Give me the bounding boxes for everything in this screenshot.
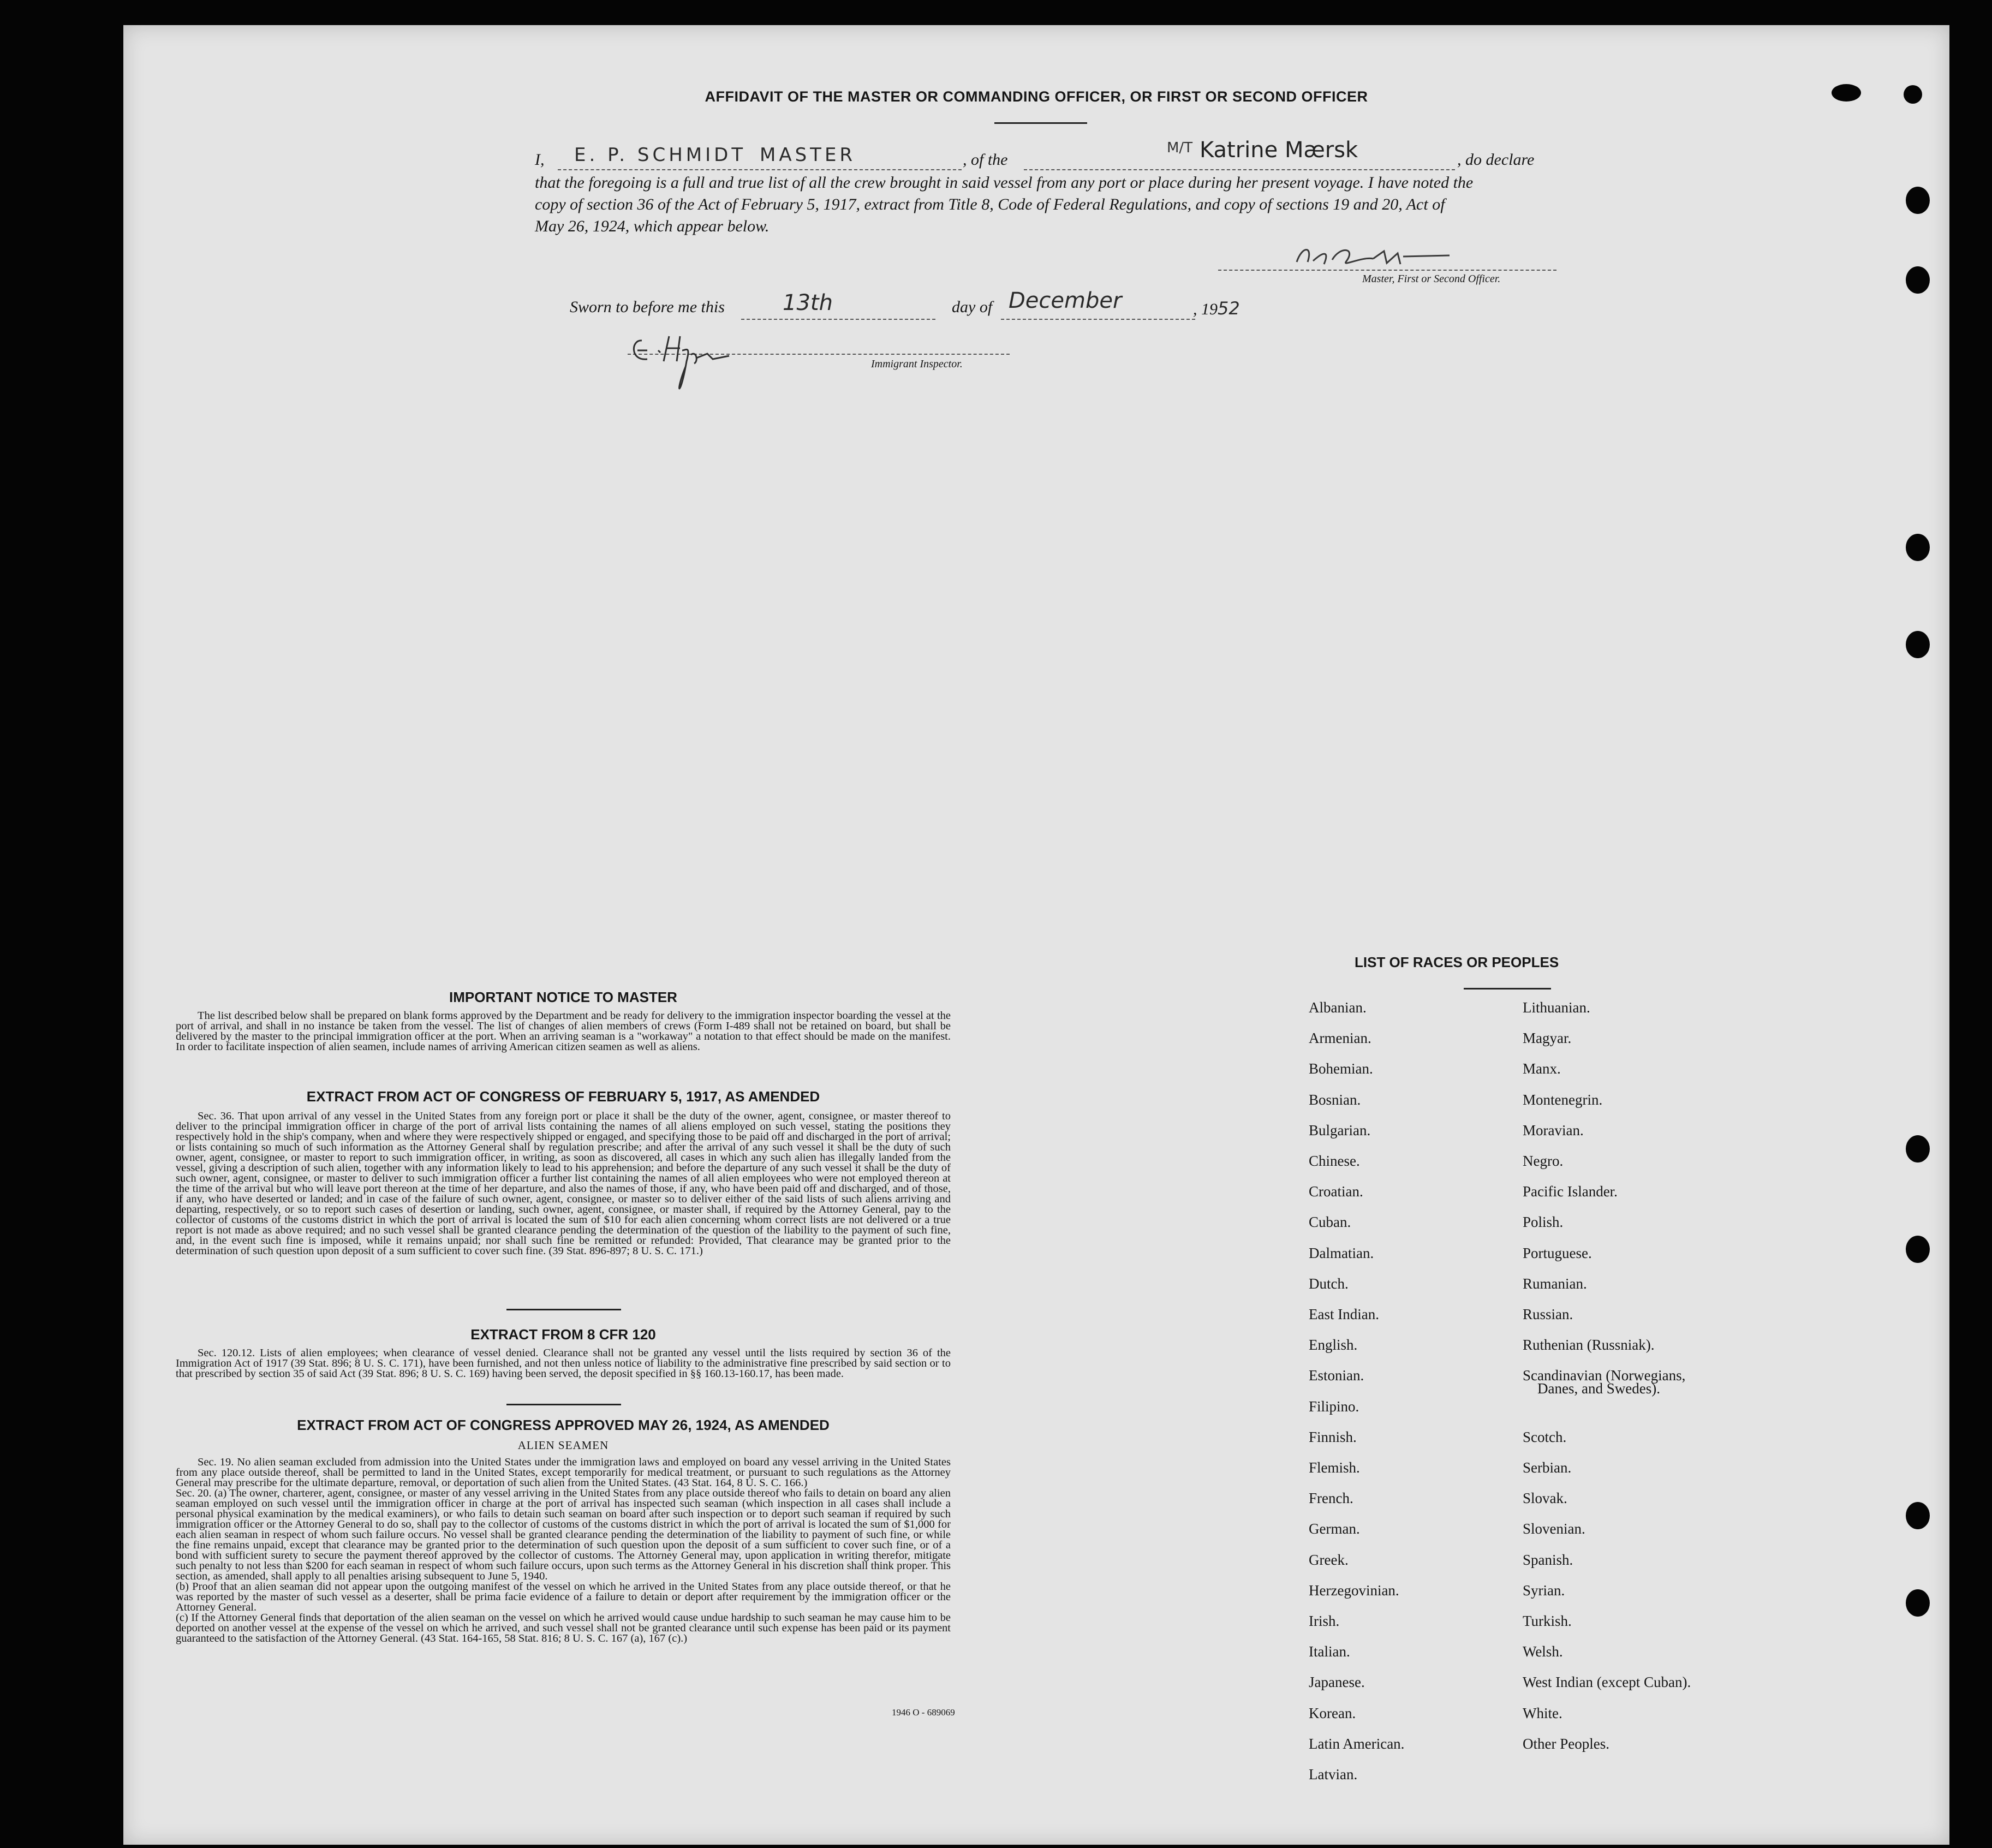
vessel-field (1024, 138, 1455, 170)
year-suffix: 52 (1218, 298, 1240, 319)
race-item: East Indian. (1309, 1306, 1379, 1322)
inspector-caption: Immigrant Inspector. (871, 358, 963, 370)
signature-scrawl-icon (1291, 240, 1455, 273)
cfr-title: EXTRACT FROM 8 CFR 120 (470, 1326, 656, 1343)
race-item: French. (1309, 1490, 1353, 1507)
inspector-signature (625, 329, 800, 400)
race-item: Magyar. (1523, 1030, 1572, 1047)
race-item: Filipino. (1309, 1398, 1359, 1415)
race-item: Albanian. (1309, 999, 1367, 1016)
race-item: Polish. (1523, 1214, 1564, 1231)
race-item: Dalmatian. (1309, 1244, 1374, 1261)
i-label: I, (535, 151, 545, 169)
punch-hole (1906, 187, 1930, 214)
master-name-field (558, 144, 962, 170)
title-rule (994, 122, 1087, 124)
punch-hole (1906, 534, 1930, 561)
punch-hole (1906, 1135, 1930, 1163)
declaration-line-2: that the foregoing is a full and true list of all the crew brought in said vessel from any port or place during her present voyage. I have noted the (535, 174, 1474, 192)
print-code: 1946 O - 689069 (892, 1707, 955, 1718)
master-rank: MASTER (760, 144, 856, 166)
race-item: Manx. (1523, 1060, 1561, 1077)
master-signature-caption: Master, First or Second Officer. (1362, 273, 1501, 285)
race-item: Other Peoples. (1523, 1735, 1609, 1752)
race-item: English. (1309, 1337, 1358, 1354)
race-item: Negro. (1523, 1153, 1564, 1169)
section-rule (506, 1309, 621, 1310)
sworn-day: 13th (783, 290, 833, 315)
of-the-label: , of the (963, 151, 1008, 169)
races-rule (1464, 988, 1551, 989)
race-item: Slovenian. (1523, 1521, 1585, 1537)
races-title: LIST OF RACES OR PEOPLES (1355, 954, 1559, 970)
notice-title: IMPORTANT NOTICE TO MASTER (449, 989, 677, 1005)
affidavit-title: AFFIDAVIT OF THE MASTER OR COMMANDING OFFICER, OR FIRST OR SECOND OFFICER (705, 88, 1368, 105)
extract-1917-body: Sec. 36. That upon arrival of any vessel in the United States from any foreign port or place it shall be the duty of the owner, agent, consignee, or master thereof to deliver to the principal immigration officer in charge of the port of arrival lists containing the names of all aliens employed on such vessel, stating the positions they respectively hold in the ship's company, when and where they were respectively shipped or engaged, and specifying those to be paid off and discharged in the port of arrival; or lists containing so much of such information as the Attorney General shall by regulation prescribe; and after the arrival of any such vessel it shall be the duty of such owner, agent, consignee, or master to report to such immigration officer, in writing, as soon as discovered, all cases in which any such alien has illegally landed from the vessel, giving a description of such alien, together with any information likely to lead to his apprehension; and before the departure of any such vessel it shall be the duty of such owner, agent, consignee, or master to deliver to such immigration officer a further list containing the names of all alien employees who were not employed thereon at the time of the arrival but who will leave port thereon at the time of her departure, and also the names of those, if any, who have been paid off and discharged, and of those, if any, who have deserted or landed; and in case of the failure of such owner, agent, consignee, or master so to deliver either of the said lists of such aliens arriving and departing, respectively, or so to report such cases of desertion or landing, such owner, agent, consignee, or master shall, if required by the Attorney General, pay to the collector of customs of the customs district in which the port of arrival is located the sum of $10 for each alien concerning whom correct lists are not delivered or a true report is not made as above required; and no such vessel shall be granted clearance pending the determination of the question of the liability to the payment of such fine, and, in the event such fine is imposed, while it remains unpaid; nor shall such fine be remitted or refunded: Provided, That clearance may be granted prior to the determination of such question upon deposit of a sum sufficient to cover such fine. (39 Stat. 896-897; 8 U. S. C. 171.) (176, 1110, 951, 1257)
race-item: Latin American. (1309, 1735, 1405, 1752)
race-item: Croatian. (1309, 1183, 1363, 1200)
race-item: Estonian. (1309, 1367, 1364, 1384)
sworn-year (1193, 298, 1240, 319)
race-item: Cuban. (1309, 1214, 1351, 1231)
race-item: Italian. (1309, 1643, 1350, 1660)
race-item: Ruthenian (Russniak). (1523, 1337, 1655, 1354)
punch-hole (1906, 1589, 1930, 1617)
race-item: Dutch. (1309, 1275, 1349, 1292)
race-item: Scotch. (1523, 1428, 1567, 1445)
race-item: Scandinavian (Norwegians, Danes, and Swedes). (1523, 1367, 1686, 1397)
master-signature (1291, 240, 1455, 273)
race-item: Portuguese. (1523, 1244, 1592, 1261)
do-declare-label: , do declare (1457, 151, 1535, 169)
race-item: Montenegrin. (1523, 1091, 1603, 1108)
extract-1924-subtitle: ALIEN SEAMEN (517, 1439, 609, 1452)
race-item: Latvian. (1309, 1766, 1358, 1783)
year-prefix: , 19 (1193, 300, 1218, 318)
race-item: Welsh. (1523, 1643, 1563, 1660)
punch-hole (1906, 266, 1930, 294)
race-item: Herzegovinian. (1309, 1582, 1399, 1599)
extract-1924-body: Sec. 19. No alien seaman excluded from admission into the United States under the immigration laws and employed on board any vessel arriving in the United States from any place outside thereof, shall be permitted to land in the United States, except temporarily for medical treatment, or pursuant to such regulations as the Attorney General may prescribe for the ultimate departure, removal, or deportation of such alien from the United States. (43 Stat. 164, 8 U. S. C. 166.) Sec. 20. (a) The owner, charterer, agent, consignee, or master of any vessel arriving in the United States from any place outside thereof who fails to detain on board any alien seaman employed on such vessel until the immigration officer in charge at the port of arrival has inspected such seaman (which inspection in all cases shall include a personal physical examination by the medical examiners), or who fails to detain such seaman on board after such inspection or to deport such seaman if required by such immigration officer or the Attorney General to do so, shall pay to the collector of customs of the customs district in which the port of arrival is located the sum of $1,000 for each alien seaman in respect of whom such failure occurs. No vessel shall be granted clearance pending the determination of the liability to payment of such fine, or while the fine remains unpaid, except that clearance may be granted prior to the determination of such question upon the deposit of a sum sufficient to cover such fine, or of a bond with sufficient surety to secure the payment thereof approved by the collector of customs. The Attorney General may, upon application in writing therefor, mitigate such penalty to not less than $200 for each seaman in respect of whom such failure occurs, upon such terms as the Attorney General in his discretion shall think proper. This section, as amended, shall apply to all penalties arising subsequent to June 5, 1940. (b) Proof that an alien seaman did not appear upon the outgoing manifest of the vessel on which he arrived in the United States from any place outside thereof, or that he was reported by the master of such vessel as a deserter, shall be prima facie evidence of a failure to detain or deport after requirement by the immigration officer or the Attorney General. (c) If the Attorney General finds that deportation of the alien seaman on the vessel on which he arrived would cause undue hardship to such seaman he may cause him to be deported on another vessel at the expense of the vessel on which he arrived, and such vessel shall not be granted clearance until such expense has been paid or its payment guaranteed to the satisfaction of the Attorney General. (43 Stat. 164-165, 58 Stat. 816; 8 U. S. C. 167 (a), 167 (c).) (176, 1456, 951, 1644)
declaration-line-4: May 26, 1924, which appear below. (535, 217, 770, 235)
race-item: Slovak. (1523, 1490, 1567, 1507)
declaration-line-3: copy of section 36 of the Act of February 5, 1917, extract from Title 8, Code of Federal Regulations, and copy of sections 19 and 20, Act of (535, 195, 1445, 213)
sworn-label: Sworn to before me this (570, 298, 725, 316)
sworn-month: December (1009, 288, 1122, 313)
cfr-body: Sec. 120.12. Lists of alien employees; when clearance of vessel denied. Clearance shall not be granted any vessel until the lists required by section 36 of the Immigration Act of 1917 (39 Stat. 896; 8 U. S. C. 171), have been furnished, and not then unless notice of liability to the administrative fine prescribed by said section or to that prescribed by section 35 of said Act (39 Stat. 896; 8 U. S. C. 169) having been served, the deposit specified in §§ 160.13-160.17, has been made. (176, 1347, 951, 1380)
day-of-label: day of (952, 298, 993, 316)
vessel-name: Katrine Mærsk (1200, 138, 1358, 163)
race-item: Lithuanian. (1523, 999, 1590, 1016)
race-item: Pacific Islander. (1523, 1183, 1618, 1200)
notice-body: The list described below shall be prepared on blank forms approved by the Department and be ready for delivery to the immigration inspector boarding the vessel at the port of arrival, and shall in no instance be taken from the vessel. The list of changes of alien members of crews (Form I-489 shall not be retained on board, but shall be delivered by the master to the principal immigration officer at the port. When an arriving seaman is a "workaway" a notation to that effect should be made on the manifest. In order to facilitate inspection of alien seamen, include names of arriving American citizen seamen as well as aliens. (176, 1010, 951, 1053)
race-item: White. (1523, 1704, 1562, 1721)
punch-hole (1906, 631, 1930, 658)
race-item: West Indian (except Cuban). (1523, 1674, 1691, 1691)
race-item: Japanese. (1309, 1674, 1365, 1691)
race-item: Spanish. (1523, 1551, 1573, 1568)
race-item: Greek. (1309, 1551, 1349, 1568)
race-item: Russian. (1523, 1306, 1573, 1322)
race-item: German. (1309, 1521, 1360, 1537)
race-item: Turkish. (1523, 1613, 1572, 1629)
race-item: Moravian. (1523, 1122, 1584, 1138)
declaration-line-1 (535, 138, 1681, 175)
extract-1917-title: EXTRACT FROM ACT OF CONGRESS OF FEBRUARY 5, 1917, AS AMENDED (306, 1088, 820, 1105)
race-item: Chinese. (1309, 1153, 1360, 1169)
race-item: Rumanian. (1523, 1275, 1587, 1292)
race-item: Flemish. (1309, 1459, 1360, 1476)
punch-hole (1906, 1502, 1930, 1529)
extract-1924-title: EXTRACT FROM ACT OF CONGRESS APPROVED MAY 26, 1924, AS AMENDED (297, 1417, 830, 1433)
race-item: Irish. (1309, 1613, 1340, 1629)
race-item: Finnish. (1309, 1428, 1357, 1445)
race-item: Armenian. (1309, 1030, 1371, 1047)
document-page (123, 25, 1949, 1845)
race-item: Syrian. (1523, 1582, 1565, 1599)
vessel-prefix: M/T (1167, 140, 1193, 156)
race-item: Korean. (1309, 1704, 1356, 1721)
race-item: Bosnian. (1309, 1091, 1361, 1108)
section-rule (506, 1404, 621, 1405)
race-item: Bulgarian. (1309, 1122, 1371, 1138)
punch-hole (1906, 1236, 1930, 1263)
inspector-scrawl-icon (625, 329, 800, 400)
sworn-month-field (1001, 288, 1195, 320)
sworn-day-field (741, 290, 935, 320)
race-item: Bohemian. (1309, 1060, 1373, 1077)
race-item: Serbian. (1523, 1459, 1572, 1476)
master-name: E. P. SCHMIDT (574, 144, 747, 166)
